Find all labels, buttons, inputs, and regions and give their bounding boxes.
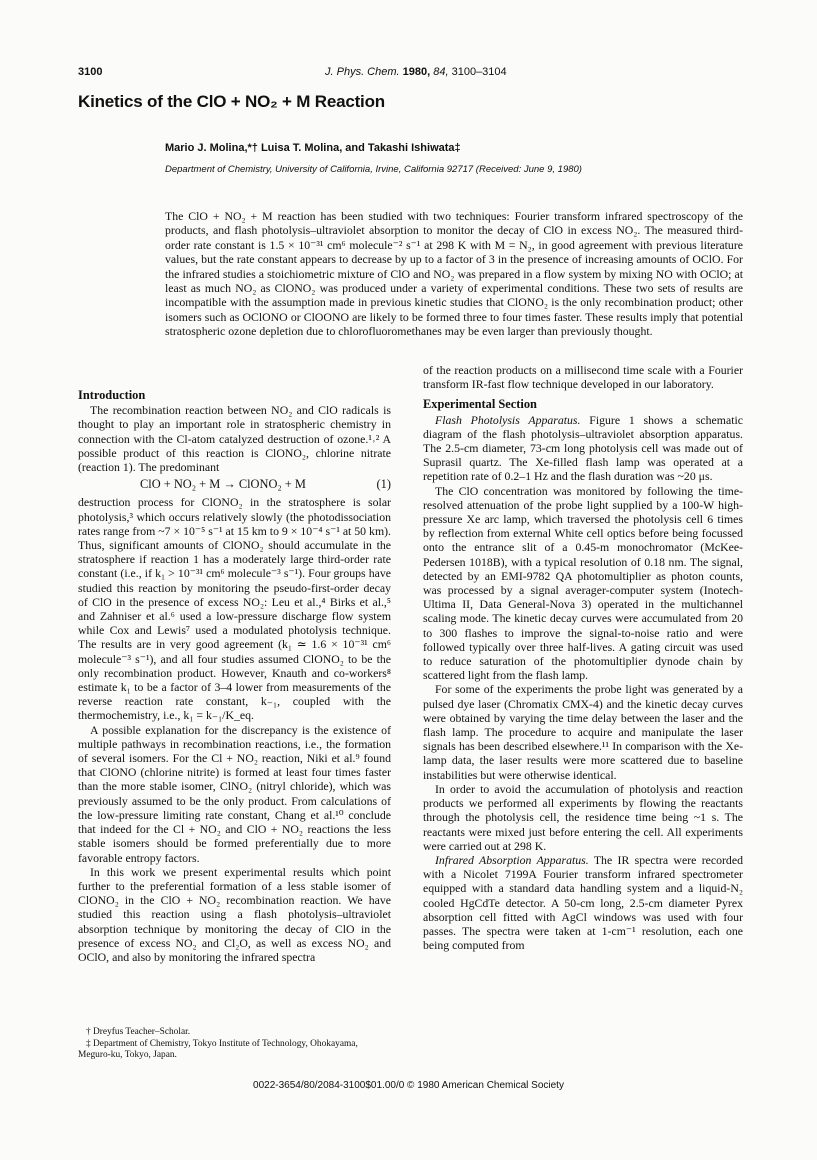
flow-paragraph: In order to avoid the accumulation of photolysis and reaction products we performed all experiments by flowing the reactants through the photolysis cell, the residence time being ~1 s. The reactants were mixed just before entering the cell. All experiments were carried out at 298 K. [423, 781, 743, 853]
flash-photolysis-subheading: Flash Photolysis Apparatus. [435, 412, 581, 427]
infrared-subheading: Infrared Absorption Apparatus. [435, 852, 589, 867]
infrared-paragraph [423, 853, 743, 952]
copyright-line: 0022-3654/80/2084-3100$01.00/0 © 1980 American Chemical Society [253, 1080, 564, 1091]
equation-number: (1) [376, 477, 391, 492]
page-number: 3100 [78, 66, 103, 78]
left-column [78, 388, 391, 964]
infrared-text: The IR spectra were recorded with a Nicolet 7199A Fourier transform infrared spectrometer equipped with a standard data handling system and a liquid-N₂ cooled HgCdTe detector. A 50-cm long, 2.5-cm diameter Pyrex absorption cell fitted with AgCl windows was used with four passes. The spectra were taken at 1-cm⁻¹ resolution, each one being computed from [423, 852, 743, 953]
journal-year: 1980, [402, 66, 431, 78]
introduction-heading: Introduction [78, 388, 146, 402]
intro-paragraph-2: A possible explanation for the discrepancy is the existence of multiple pathways in recombination reactions, i.e., the formation of several isomers. For the Cl + NO₂ reaction, Niki et al.⁹ found that ClONO (chlorine nitrite) is formed at least four times faster than the more stable isomer, ClNO₂ (nitryl chloride), which was previously assumed to be the only product. From calculations of the low-pressure limiting rate constant, Chang et al.¹⁰ conclude that indeed for the Cl + NO₂ and ClO + NO₂ reactions the less stable isomers should be formed preferentially due to more favorable entropy factors. [78, 722, 391, 865]
journal-reference [325, 66, 507, 78]
dye-laser-paragraph: For some of the experiments the probe light was generated by a pulsed dye laser (Chromatix CMX-4) and the kinetic decay curves were obtained by varying the time delay between the laser and the flash lamp. The procedure to acquire and manipulate the laser signals has been described elsewhere.¹¹ In comparison with the Xe-lamp data, the laser results were more scattered due to baseline instabilities but were otherwise identical. [423, 682, 743, 782]
flash-photolysis-text: Figure 1 shows a schematic diagram of the flash photolysis–ultraviolet absorption apparatus. The 2.5-cm diameter, 73-cm long photolysis cell was made out of Suprasil quartz. The Xe-filled flash lamp was operated at a repetition rate of 0.2–1 Hz and the flash duration was ~20 μs. [423, 412, 743, 484]
experimental-heading: Experimental Section [423, 397, 537, 412]
footnotes [78, 1027, 391, 1062]
clo-monitoring-paragraph: The ClO concentration was monitored by following the time-resolved attenuation of the probe light supplied by a 100-W high-pressure Xe arc lamp, which traversed the photolysis cell 6 times by reflection from external White cell optics before being focussed onto the entrance slit of a 0.45-m monochromator (McKee-Pedersen 1018B), with a typical resolution of 0.18 nm. The signal, detected by an EMI-9782 QA photomultiplier as photon counts, was processed by a signal averager-computer system (Inotech-Ultima II, Data General-Nova 3) operated in the multichannel scaling mode. The kinetic decay curves were accumulated from 20 to 300 flashes to improve the signal-to-noise ratio and were followed typically over three half-lives. A gating circuit was used to reduce saturation of the photomultiplier dynode chain by scattered light from the flash lamp. [423, 483, 743, 683]
intro-paragraph-3: In this work we present experimental results which point further to the preferential formation of a less stable isomer of ClONO₂ in the ClO + NO₂ recombination reaction. We have studied this reaction using a flash photolysis–ultraviolet absorption technique by monitoring the decay of ClO in the presence of excess NO₂ and Cl₂O, as well as excess NO₂ and OClO, and also by monitoring the infrared spectra [78, 864, 391, 964]
flash-photolysis-paragraph [423, 413, 743, 484]
abstract: The ClO + NO₂ + M reaction has been studied with two techniques: Fourier transform infrared spectroscopy of the products, and flash photolysis–ultraviolet absorption to monitor the decay of ClO in excess NO₂. The measured third-order rate constant is 1.5 × 10⁻³¹ cm⁶ molecule⁻² s⁻¹ at 298 K with M = N₂, in good agreement with previous literature values, but the rate constant appears to decrease by up to a factor of 3 in the presence of increasing amounts of OClO. For the infrared studies a stoichiometric mixture of ClO and NO₂ was prepared in a flow system by mixing NO with OClO; at least as much NO₂ as ClONO₂ was produced under a variety of experimental conditions. These two sets of results are incompatible with the assumption made in previous kinetic studies that ClONO₂ is the only recombination product; other isomers such as OClONO or ClOONO are likely to be formed three to four times faster. These results imply that potential stratospheric ozone depletion due to chlorofluoromethanes may be even larger than previously thought. [165, 209, 743, 339]
footnote-dagger: † Dreyfus Teacher–Scholar. [86, 1027, 191, 1037]
right-column [423, 363, 743, 952]
article-title: Kinetics of the ClO + NO₂ + M Reaction [78, 92, 385, 111]
intro-paragraph-continued: of the reaction products on a millisecond time scale with a Fourier transform IR-fast flow technique developed in our laboratory. [423, 363, 743, 392]
intro-paragraph-1b: destruction process for ClONO₂ in the stratosphere is solar photolysis,³ which occurs relatively slowly (the photodissociation rates range from ~7 × 10⁻⁵ s⁻¹ at 15 km to 9 × 10⁻⁴ s⁻¹ at 50 km). Thus, significant amounts of ClONO₂ should accumulate in the stratosphere if reaction 1 has a moderately large third-order rate constant (i.e., if k₁ > 10⁻³¹ cm⁶ molecule⁻³ s⁻¹). Four groups have studied this reaction by monitoring the pseudo-first-order decay of ClO in the presence of excess NO₂: Leu et al.,⁴ Birks et al.,⁵ and Zahniser et al.⁶ used a low-pressure discharge flow system while Cox and Lewis⁷ used a modulated photolysis technique. The results are in very good agreement (k₁ ≃ 1.6 × 10⁻³¹ cm⁶ molecule⁻³ s⁻¹), and all four studies assumed ClONO₂ to be the only recombination product. However, Knauth and co-workers⁸ estimate k₁ to be a factor of 3–4 lower from measurements of the reverse reaction rate constant, k₋₁, coupled with the thermochemistry, i.e., k₁ = k₋₁/K_eq. [78, 495, 391, 723]
affiliation: Department of Chemistry, University of California, Irvine, California 92717 (Received: June 9, 1980) [165, 164, 582, 175]
equation-body: ClO + NO₂ + M → ClONO₂ + M [140, 477, 306, 492]
equation-1 [78, 477, 391, 491]
intro-paragraph-1a: The recombination reaction between NO₂ and ClO radicals is thought to play an important role in stratospheric chemistry in connection with the Cl-atom catalyzed destruction of ozone.¹˒² A possible product of this reaction is ClONO₂, chlorine nitrate (reaction 1). The predominant [78, 403, 391, 475]
footnote-double-dagger: ‡ Department of Chemistry, Tokyo Institute of Technology, Ohokayama, Meguro-ku, Tokyo, Japan. [78, 1038, 358, 1060]
journal-name: J. Phys. Chem. [325, 66, 400, 78]
journal-pages: 3100–3104 [451, 66, 507, 78]
authors: Mario J. Molina,*† Luisa T. Molina, and Takashi Ishiwata‡ [165, 142, 461, 154]
journal-volume: 84, [433, 66, 449, 78]
